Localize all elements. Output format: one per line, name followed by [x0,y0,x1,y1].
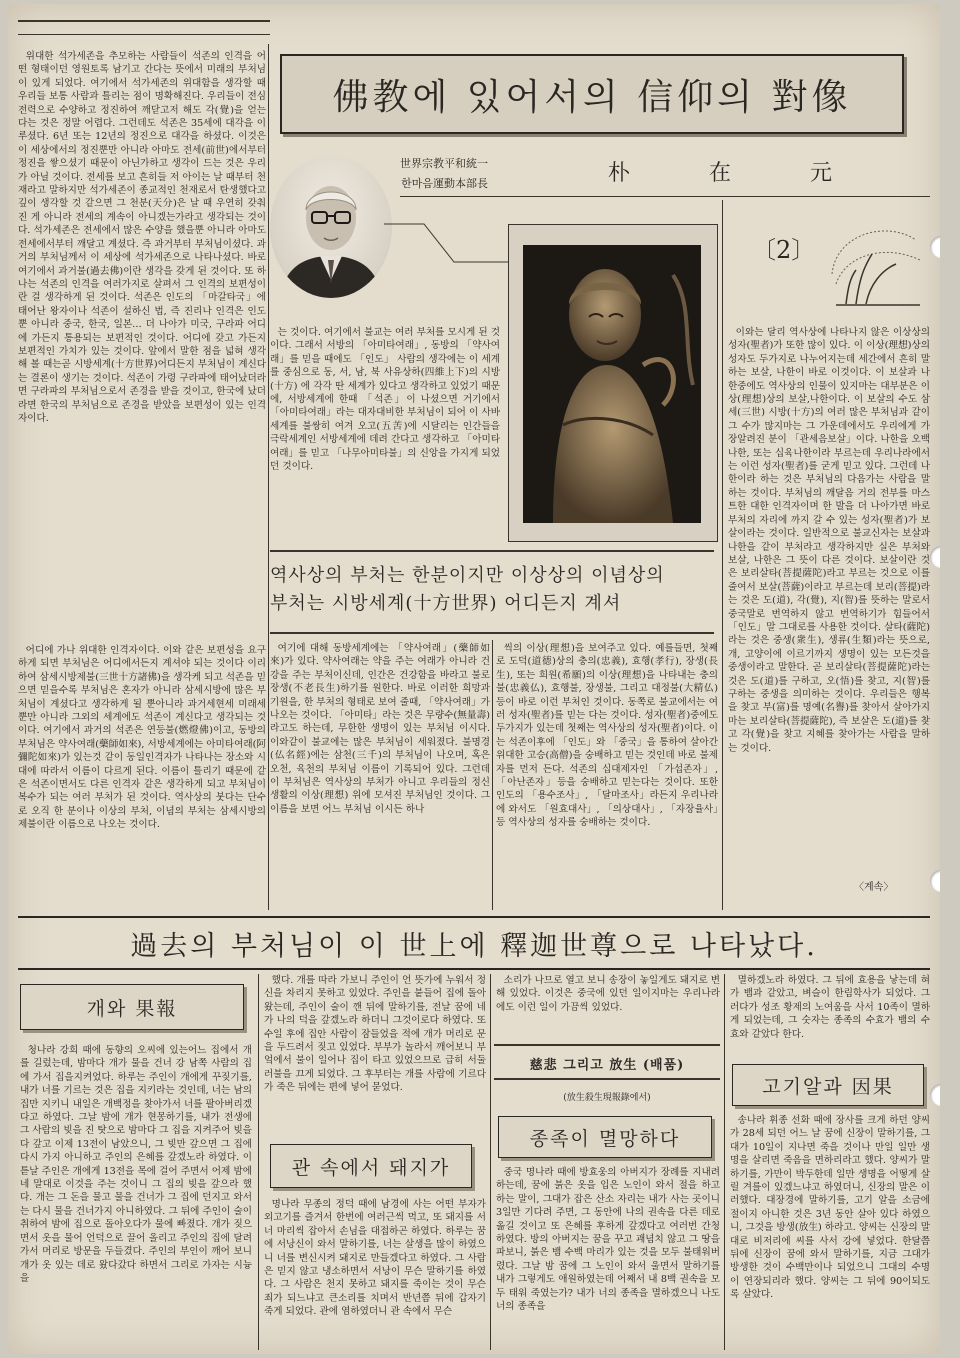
article-title-box [280,54,904,134]
column-divider-1 [268,44,269,910]
story3-strip-title: 慈悲 그리고 放生 (배품) [529,1058,685,1073]
story2-text: 명나라 무종의 정덕 때에 남경에 사는 어떤 부자가 외고기를 즐겨서 한번에 여러근씩 먹고, 또 돼지를 서너 마리씩 잡아서 손님을 대접하곤 하였다. 하루는 꿈에 서낭신이 와서 말하기를, 너는 살생을 많이 하였으니 너를 변신시켜 돼지로 만들겠다고 하였다. 그 사람은 믿지 않고 냉소하면서 서낭이 무슨 말하기를 하였다. 그 사람은 천지 못하고 돼지를 죽이는 것이 무슨 죄가 되느냐고 큰소리를 치며서 반년쯤 뒤에 갑자기 죽게 되었다. 관에 염하였더니 관 속에서 무슨 [264,1199,486,1318]
story3-strip-rule-bottom [494,1078,720,1080]
story3-text: 중국 명나라 때에 방효웅의 아버지가 장례를 지내려 하는데, 꿈에 붉은 옷을 입은 노인이 와서 절을 하고 하는 말이, 그대가 잡은 산소 자리는 내가 사는 곳이니 3일만 기다려 주면, 그 동안에 나의 권속을 다른 데로 옮길 것이고 또 은혜를 후하게 갚겠다고 여러번 간청하였다. 방의 아버지는 꿈을 꾸고 괘념치 않고 그 땅을 파보니, 붉은 뱀 수백 마리가 있는 것을 모두 불태워버렸다. 그날 밤 꿈에 그 노인이 와서 울면서 말하기를 내가 그렇게도 애원하였는데 어째서 내 8백 권속을 모두 태워 죽였는가? 내가 너의 종족을 멸하겠으니 나도 너의 종족을 [496,1167,720,1313]
story3-head: 소리가 나므로 열고 보니 송장이 놓일게도 돼지로 변해 있었다. 이것은 중국에 있던 일이지마는 우리나라에도 이런 일이 가끔씩 있었다. [496,975,720,1013]
story3-title: 종족이 멸망하다 [529,1127,681,1150]
story3-tail: 멸하겠노라 하였다. 그 뒤에 효용을 낳는데 혀가 뱀과 같았고, 벼슬이 한림학사가 되었다. 그러다가 성조 황제의 노여움을 사서 10족이 멸하게 되었는데, 그 숫자는 종족의 수효가 뱀의 수효와 같았다 한다. [730,975,930,1040]
column-divider-3 [492,640,493,910]
column-divider-4 [722,200,723,910]
article-column-3a: 는 것이다. 여기에서 불교는 여러 부처를 모시게 된 것이다. 그래서 서방의 「아미타여래」, 동방의 「약사여래」를 믿을 때에도 「인도」 사람의 생각에는 이 세계를 중심으로 동, 서, 남, 북 사유상하(四維上下)의 시방(十方) 에 각각 딴 세계가 있다고 생각하고 있었기 때문에, 서방세계에 한때 「석존」이 나셨으면 거기에서 「아미타여래」라는 대자대비한 부처님이 되어 이 사바세계를 불쌍히 여겨 오고(五苦)에 시달리는 인간들을 극락세계인 서방세계에 데려 간다고 생각하고 「아미타여래」를 믿고 「나무아미타불」의 신앙을 가지게 되었던 것이다. [270,327,500,473]
binder-hole-2 [930,546,940,568]
story1-text: 청나라 강희 때에 동향의 오씨에 있는어느 집에서 개를 길렀는데, 밤마다 개가 물을 건너 강 남쪽 사람의 집에 가서 집을지켜었다. 하루는 주인이 개에게 꾸짖기를, 내가 너를 기르는 것은 집을 지키라는 것인데, 너는 남의 집만 지키니 내일은 개백정을 찾아가서 너를 팔아버리겠다고 하였다. 그날 밤에 개가 현몽하기를, 내가 전생에 그 사람의 빚을 진 탓으로 밤마다 그 집을 지켜주어 빚을 다 갚고 이제 13전이 남았으니, 그 빚만 갚으면 그 집에 다시 가지 아니하고 주인의 은혜를 갚겠노라 하였다. 이튿날 주인은 개에게 13전을 목에 걸어 주면서 어제 밤에 네 말대로 이것을 주는 것이니 그 집의 빚을 갚으라 했다. 개는 그 돈을 물고 물을 건너가 그 집에 던지고 와서는 다시 물을 건너가지 아니하였다. 그 뒤에 주인이 술이 취하여 밤에 집으로 돌아오다가 물에 빠졌다. 개가 짖으면서 옷을 물어 언덕으로 끌어 올리고 주인의 집에 달려가서 머리로 방문을 두들겼다. 주인의 부인이 깨어 보니 개가 옷 있는 데로 왔다갔다 하면서 그리로 가자는 시늉을 [20,1045,252,1284]
article-column-4b: 씩의 이상(理想)을 보여주고 있다. 예를들면, 첫째로 도덕(道德)상의 충의(忠義), 효행(孝行), 장생(長生), 또는 희원(希願)의 이상(理想)을 나타내는 충의불(忠義仏), 효행불, 장생불, 그리고 대정불(大精仏)등이 바로 이런 부처인 것이다. 동쪽로 불교에서는 여러 성자(聖者)를 믿는 다는 것이다. 성자(聖者)중에도 두가지가 있는데 첫째는 역사상의 성자(聖者)이다. 이는 석존이후에 「인도」와 「중국」을 통하여 살아간 위대한 고승(高僧)을 숭배하고 믿는 것인데 바로 불제자를 먼저 든다. 석존의 십대제자인 「가섭존자」, 「아난존자」등을 숭배하고 믿는다는 것이다. 또한 인도의 「용수조사」, 「달마조사」라든지 우리나라에 와서도 「원효대사」, 「의상대사」, 「자장율사」등 역사상의 성자를 숭배하는 것이다. [496,643,718,829]
author-name: 朴 在 元 [608,161,868,186]
article-column-5: 이와는 달리 역사상에 나타나지 않은 이상상의 성자(聖者)가 또한 많이 있다. 이 이상(理想)상의 성자도 두가지로 나누어지는데 세간에서 흔히 말하는 보살, 나한이 바로 이것이다. 이 보살과 나한중에도 역사상의 인물이 있지마는 대부분은 이상(理想)상의 보살,나한이다. 이 보살의 수도 삼세(三世) 시방(十方)의 여러 많은 부처님과 같이 그 수가 많지마는 그 가운데에서도 우리에게 가장알려진 분이 「관세음보살」이다. 나한을 오백나한, 또는 십육나한이라 부르는데 우리나라에서는 이런 성자(聖者)를 굳게 믿고 있다. 그런데 나한이라 하는 것은 부처님의 다음가는 사람을 말하는 것이다. 부처님의 깨달음 거의 전부를 마스트한 대한 인격자이며 한 발을 더 나아가면 바로 부처의 자리에 까지 갈 수 있는 성자(聖者)가 보살이라는 것이다. 일반적으로 불교신자는 보살과 나한을 같이 부처라고 생각하지만 실은 부처와 보살, 나한은 그 뜻이 다른 것이다. 보살이란 것은 보리살타(菩提薩陀)라고 부르는 것으로 이를 줄여서 보살(菩薩)이라고 부르는데 보리(菩提)라는 것은 도(道), 각(覺), 지(智)를 뜻하는 말로서 중국말로 번역하지 않고 번역하기가 힘들어서 「인도」말 그대로를 사용한 것이다. 살타(薩陀)라는 것은 중생(衆生), 생류(生類)라는 뜻으로, 개, 고양이에 이르기까지 생명이 있는 모든것을 중생이라고 말한다. 곧 보리살타(菩提薩陀)라는 것은 도(道)를 구하고, 오(悟)를 찾고, 지(智)를 구하는 중생을 의미하는 것이다. 우리들은 행복을 찾고 부(富)를 명예(名譽)를 찾아서 살아가지마는 보리살타(菩提薩陀), 즉 보살은 도(道)를 찾고 각(覺)을 찾고 지혜를 찾아가는 사람을 말하는 것이다. [728,327,930,754]
story1-title: 개와 果報 [86,997,178,1020]
lower-divider-3 [724,974,725,1350]
portrait-image [270,156,392,298]
top-rule-thin [18,34,270,35]
author-portrait [270,156,392,298]
story3-source: (放生殺生現報錄에서) [563,1093,651,1103]
band-headline: 過去의 부처님이 이 世上에 釋迦世尊으로 나타났다. [18,916,930,970]
newspaper-page [8,4,940,1354]
story3-title-box [498,1116,712,1158]
continued-note: 〈계속〉 [854,882,894,893]
story4-title-box [732,1064,924,1106]
article-column-3b: 여기에 대해 동방세계에는 「약사여래」(藥師如來)가 있다. 약사여래는 약을 주는 여래가 아니라 건강을 주는 부처이신데, 인간은 건강함을 바라고 불로장생(不老長生)하기를 원한다. 바로 이러한 희망과 기원을, 한 부처의 형태로 보여 줄때, 「약사여래」가 나오는 것이다. 「아미타」라는 것은 무량수(無量壽)라고도 하는데, 무한한 생명이 있는 부처님 이시다. 이와같이 불교에는 많은 부처님이 세워졌다. 불명경(仏名經)에는 삼천(三千)의 부처님이 나오며, 혹은 오천, 육천의 부처님 이름이 기록되어 있다. 그런데 이 부처님은 역사상의 부처가 아니고 우리들의 정신생활의 이상(理想) 위에 모셔진 부처님인 것이다. 그 이름을 보면 어느 부처님 이시든 하나 [270,643,490,815]
decorative-orchid-illustration [826,214,926,308]
story3-strip-rule-top [494,1044,720,1046]
series-part-number: 〔2〕 [752,236,816,264]
org-line-1: 世界宗教平和統一 [400,157,488,170]
buddha-photo-frame [508,224,718,542]
binder-hole-4 [930,1084,940,1106]
binder-hole-3 [930,870,940,892]
top-rule [18,20,270,22]
buddha-statue-photo [523,245,701,523]
article-column-2: 어디에 가나 위대한 인격자이다. 이와 같은 보편성을 요구하게 되면 부처님은 어디에서든지 계셔야 되는 것이다 이리하여 삼세시방제불(三世十方諸佛)을 생각케 되고 석존을 믿으면 믿을수록 부처님은 혼자가 아니라 삼세시방에 많은 부처님이 계셨다고 생각하게 될 뿐아니라 과거세현세 미래세 뿐만 아니라 그외의 세계에도 석존이 계신다고 생각되는 것이다. 여기에서 과거의 석존은 연등불(燃燈佛)이고, 동방의 부처님은 약사여래(藥師如來), 서방세계에는 아미타여래(阿彌陀如來)가 있는것 같이 동일인격자가 나타나는 장소와 시대에 따라서 이름이 다르게 된다. 이름이 틀리기 때문에 같은 석존이면서도 다른 인격자 같은 생각하게 되고 부처님이 복수가 되는 여러 부처가 된 것이다. 역사상의 붓다는 단수로 오직 한 분이나 이상의 부처, 이념의 부처는 삼세시방의 제불이란 이름으로 나오는 것이다. [18,645,266,831]
story2-title: 관 속에서 돼지가 [291,1156,451,1179]
article-title: 佛教에 있어서의 信仰의 對像 [332,76,852,118]
author-organization [400,154,488,194]
story4-text: 송나라 휘종 선화 때에 장사를 크게 하던 양씨가 28세 되던 어느 날 꿈에 신장이 말하기를, 그대가 10일이 지나면 죽을 것이나 만일 일만 생명을 살리면 죽음을 면하리라고 했다. 양씨가 말하기를, 가만이 박두한데 일만 생명을 어떻게 살릴 겨를이 있겠느냐고 하였더니, 신장의 말은 이러했다. 대장경에 말하기를, 고기 알을 소금에 절이지 아니한 것은 3년 동안 살아 있다 하였으니, 그것을 방생(放生) 하라고. 양씨는 신장의 말대로 비저리에 씨를 사서 강에 넣었다. 한달쯤 뒤에 신장이 꿈에 와서 말하기를, 지금 그대가 방생한 것이 수백만이나 되었으니 그대의 수명이 연장되리라 했다. 양씨는 그 뒤에 90이되도록 살았다. [730,1115,930,1301]
binder-hole-1 [930,236,940,258]
pull-quote-line-1: 역사상의 부처는 한분이지만 이상상의 이념상의 [270,565,665,586]
author-rule [400,196,930,197]
lower-divider-1 [258,974,259,1350]
pull-quote [270,550,714,634]
pull-quote-line-2: 부처는 시방세계(十方世界) 어디든지 계셔 [270,593,622,614]
lower-divider-2 [490,974,491,1350]
story1-continued: 했다. 개를 따라 가보니 주인이 언 뜻가에 누워서 정신을 차리지 못하고 있었다. 주인을 붙들어 집에 돌아왔는데, 주인이 술이 깬 뒤에 말하기를, 전날 꿈에 네가 나의 덕을 갚겠노라 하더니 그것이로다 하였다. 또 수일 후에 집안 사람이 잠들었을 적에 개가 머리로 문을 두드려서 짖고 있었다. 부부가 놀라서 깨어보니 부엌에서 불이 일어나 집이 타고 있었으므로 급히 서둘러불을 끄게 되었다. 그 후부터는 개를 사람에 기르다가 죽은 뒤에는 편에 넣어 묻었다. [264,975,486,1094]
article-column-1: 위대한 석가세존을 추모하는 사람들이 석존의 인격을 어떤 형태이던 영원토록 남기고 간다는 뜻에서 미래의 부처님이 있게 되었다. 여기에서 석가세존의 위대함을 생각할 때 우리들 보통 사람과 틀리는 점이 명확해진다. 우리들이 전심전력으로 수양하고 정진하여 깨닫고저 해도 각(覺)을 얻는다는 것은 정말 어렵다. 그런데도 석존은 35세에 대각을 이루셨다. 6년 또는 12년의 정진으로 대각을 하셨다. 이것은 이 세상에서의 정진뿐만 아니라 아마도 전세(前世)에서부터 정진을 쌓으셨기 때문이 아닌가하고 생각이 드는 것은 우리가 아닐 것이다. 전세를 보고 흔히들 저 아이는 날 때부터 천재라고 말하지만 석가세존이 종교적인 천재로서 탄생했다고 깊이 생각할 것 같으면 그 천분(天分)은 날 때 우연히 갖춰진 게 아니라 전세의 계속이 아니겠는가라고 생각되는 것이다. 석가세존은 전세에서 많은 수양을 했을뿐 아니라 아마도 전세에서부터 깨달고 계셨다. 즉 과거부터 부처님이셨다. 과거의 부처님께서 이 세상에 석가세존으로 나타나셨다. 바로 여기에서 과거불(過去佛)이란 생각을 갖게 된 것이다. 또 하나는 석존의 인격을 여러가지로 살펴서 그 인격의 보편성이란 걸 생각하게 된 것이다. 석존은 인도의 「마갈타국」에 태어난 왕자이나 석존이 설하신 법, 즉 진리나 인격은 인도뿐 아니라 중국, 한국, 일본… 더 나아가 미국, 구라파 어디에 가든지 통용되는 보편적인 것이다. 어디에 갖고 가든지 보편적인 가치가 있는 것이다. 앞에서 말한 점을 넓혀 생각해 볼 때는곧 시방세계(十方世界)어디든지 부처님이 계신다는 결론이 생기는 것이다. 석존이 가령 구라파에 태어났더라면 구라파의 부처님으로서 존경을 받을 것이고, 한국에 났더라면 한국의 부처님으로 존경을 받았을 보편성이 있는 인격자이다. [18,51,266,424]
story1-title-box [20,984,244,1030]
story4-title: 고기알과 因果 [762,1075,894,1098]
story2-title-box [270,1144,472,1188]
org-line-2: 한마음運動本部長 [401,177,488,190]
